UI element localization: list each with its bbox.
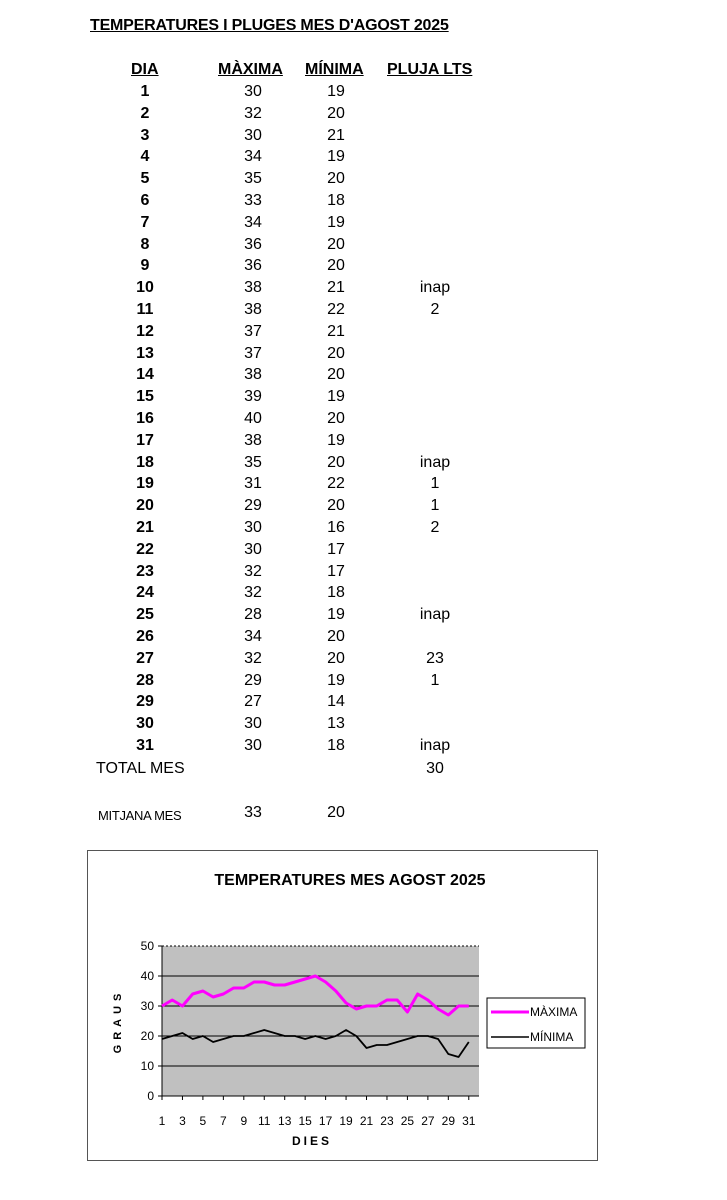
row-min: 18 xyxy=(327,737,345,754)
row-rain: 23 xyxy=(426,649,444,667)
row-max: 30 xyxy=(244,540,262,558)
legend-label-maxima: MÀXIMA xyxy=(530,1005,578,1019)
row-day: 10 xyxy=(136,279,154,297)
plot-area xyxy=(162,946,479,1096)
header-minima: MÍNIMA xyxy=(305,61,364,78)
row-rain xyxy=(395,190,475,212)
row-min: 20 xyxy=(327,410,345,427)
row-day: 25 xyxy=(136,606,154,624)
row-rain xyxy=(395,430,475,452)
average-label: MITJANA MES xyxy=(98,808,182,823)
row-max: 31 xyxy=(244,475,262,493)
row-rain: 1 xyxy=(430,497,440,515)
row-rain xyxy=(395,364,475,386)
row-max: 30 xyxy=(244,126,262,144)
row-rain xyxy=(395,626,475,648)
row-day: 2 xyxy=(140,104,150,122)
row-min: 22 xyxy=(327,475,345,493)
x-tick-label: 27 xyxy=(421,1114,435,1128)
row-rain xyxy=(395,168,475,190)
row-day: 8 xyxy=(140,235,150,253)
row-min: 13 xyxy=(327,715,345,733)
x-tick-label: 1 xyxy=(158,1114,166,1128)
row-day: 27 xyxy=(136,649,154,667)
row-min: 17 xyxy=(327,562,345,580)
y-tick-label: 40 xyxy=(140,969,154,983)
y-axis-label: GRAUS xyxy=(112,988,124,1054)
row-min: 19 xyxy=(327,431,345,449)
x-tick-label: 31 xyxy=(462,1114,476,1128)
row-rain xyxy=(395,582,475,604)
row-max: 34 xyxy=(244,213,262,231)
row-day: 30 xyxy=(136,715,154,733)
row-rain: inap xyxy=(419,737,451,754)
row-max: 34 xyxy=(244,628,262,645)
total-label: TOTAL MES xyxy=(96,760,185,777)
row-day: 24 xyxy=(136,584,154,602)
row-day: 17 xyxy=(136,431,154,449)
row-min: 20 xyxy=(327,497,345,515)
row-min: 20 xyxy=(327,366,345,384)
row-max: 33 xyxy=(244,192,262,209)
row-day: 3 xyxy=(140,126,150,144)
row-rain: 1 xyxy=(430,475,440,493)
row-rain xyxy=(395,81,475,103)
x-tick-label: 29 xyxy=(441,1114,456,1128)
row-rain: inap xyxy=(419,606,451,624)
row-max: 32 xyxy=(244,649,262,667)
row-rain xyxy=(395,408,475,430)
x-tick-label: 19 xyxy=(339,1114,353,1128)
row-min: 16 xyxy=(327,519,345,536)
y-tick-label: 0 xyxy=(147,1089,154,1103)
chart-title: TEMPERATURES MES AGOST 2025 xyxy=(214,872,486,889)
row-min: 21 xyxy=(327,126,345,144)
legend-label-minima: MÍNIMA xyxy=(530,1030,574,1044)
row-min: 20 xyxy=(327,170,345,188)
row-day: 29 xyxy=(136,693,154,711)
row-rain xyxy=(395,234,475,256)
row-min: 21 xyxy=(327,279,345,297)
row-max: 39 xyxy=(244,388,262,406)
row-max: 40 xyxy=(244,410,262,427)
x-tick-label: 13 xyxy=(278,1114,292,1128)
x-tick-label: 9 xyxy=(240,1114,248,1128)
x-tick-label: 11 xyxy=(258,1114,271,1128)
row-max: 32 xyxy=(244,104,262,122)
row-max: 36 xyxy=(244,235,262,253)
page-title: TEMPERATURES I PLUGES MES D'AGOST 2025 xyxy=(90,17,449,34)
row-max: 38 xyxy=(244,301,262,318)
row-day: 7 xyxy=(140,213,150,231)
row-max: 38 xyxy=(244,279,262,297)
row-rain xyxy=(395,691,475,713)
row-day: 14 xyxy=(136,366,154,384)
row-rain xyxy=(395,386,475,408)
row-max: 29 xyxy=(244,671,262,689)
x-tick-label: 25 xyxy=(400,1114,415,1128)
row-max: 37 xyxy=(244,344,262,362)
row-min: 20 xyxy=(327,649,345,667)
row-max: 35 xyxy=(244,453,262,471)
row-day: 12 xyxy=(136,322,154,340)
row-day: 15 xyxy=(136,388,154,406)
header-pluja: PLUJA LTS xyxy=(387,61,473,78)
row-min: 19 xyxy=(327,671,345,689)
row-min: 20 xyxy=(327,453,345,471)
row-day: 6 xyxy=(140,192,150,209)
row-day: 21 xyxy=(136,519,154,536)
row-max: 38 xyxy=(244,366,262,384)
row-min: 21 xyxy=(327,322,345,340)
row-max: 28 xyxy=(244,606,262,624)
row-max: 37 xyxy=(244,322,262,340)
row-min: 18 xyxy=(327,192,345,209)
row-max: 29 xyxy=(244,497,262,515)
row-rain: 1 xyxy=(430,671,440,689)
y-tick-label: 50 xyxy=(140,939,154,953)
row-day: 26 xyxy=(136,628,154,645)
chart-container xyxy=(87,850,598,1161)
row-min: 19 xyxy=(327,388,345,406)
row-day: 5 xyxy=(140,170,150,188)
row-rain xyxy=(395,103,475,125)
row-max: 30 xyxy=(244,519,262,536)
row-day: 22 xyxy=(136,540,154,558)
average-max-value: 33 xyxy=(244,804,262,821)
row-min: 20 xyxy=(327,104,345,122)
row-max: 30 xyxy=(244,83,262,100)
row-rain xyxy=(395,713,475,735)
row-min: 20 xyxy=(327,344,345,362)
row-rain xyxy=(395,561,475,583)
row-rain xyxy=(395,125,475,147)
x-tick-label: 17 xyxy=(318,1114,333,1128)
row-rain xyxy=(395,539,475,561)
row-rain: inap xyxy=(419,279,451,297)
header-maxima: MÀXIMA xyxy=(218,61,283,78)
header-dia: DIA xyxy=(131,61,159,78)
row-day: 16 xyxy=(136,410,154,427)
row-day: 4 xyxy=(140,148,150,166)
x-tick-label: 21 xyxy=(359,1114,374,1128)
row-max: 32 xyxy=(244,584,262,602)
row-day: 19 xyxy=(136,475,154,493)
row-day: 23 xyxy=(136,562,154,580)
row-rain: 2 xyxy=(430,301,440,318)
row-rain: 2 xyxy=(430,519,440,536)
row-min: 19 xyxy=(327,606,345,624)
y-tick-label: 30 xyxy=(140,999,154,1013)
x-axis-label: DIES xyxy=(291,1134,333,1148)
row-rain xyxy=(395,321,475,343)
row-day: 20 xyxy=(136,497,154,515)
row-max: 35 xyxy=(244,170,262,188)
row-min: 19 xyxy=(327,83,345,100)
row-rain xyxy=(395,212,475,234)
row-rain xyxy=(395,255,475,277)
row-max: 34 xyxy=(244,148,262,166)
row-max: 36 xyxy=(244,257,262,275)
row-max: 38 xyxy=(244,431,262,449)
row-day: 9 xyxy=(140,257,150,275)
row-rain xyxy=(395,343,475,365)
row-min: 14 xyxy=(327,693,345,711)
row-max: 27 xyxy=(244,693,262,711)
row-min: 18 xyxy=(327,584,345,602)
x-tick-label: 7 xyxy=(220,1114,227,1128)
x-tick-label: 5 xyxy=(199,1114,207,1128)
row-max: 30 xyxy=(244,715,262,733)
row-rain xyxy=(395,146,475,168)
row-day: 1 xyxy=(140,83,150,100)
row-day: 31 xyxy=(136,737,154,754)
row-rain: inap xyxy=(419,453,451,471)
x-tick-label: 15 xyxy=(298,1114,312,1128)
x-tick-label: 3 xyxy=(179,1114,186,1128)
average-min-value: 20 xyxy=(327,804,345,821)
row-min: 20 xyxy=(327,257,345,275)
row-max: 32 xyxy=(244,562,262,580)
row-day: 18 xyxy=(136,453,154,471)
row-day: 28 xyxy=(136,671,154,689)
row-min: 19 xyxy=(327,213,345,231)
row-min: 20 xyxy=(327,628,345,645)
y-tick-label: 10 xyxy=(140,1059,154,1073)
row-min: 20 xyxy=(327,235,345,253)
row-day: 13 xyxy=(136,344,154,362)
row-min: 22 xyxy=(327,301,345,318)
total-rain-value: 30 xyxy=(426,760,444,777)
row-min: 19 xyxy=(327,148,345,166)
row-min: 17 xyxy=(327,540,345,558)
temperature-chart xyxy=(88,851,597,1160)
row-max: 30 xyxy=(244,737,262,754)
y-tick-label: 20 xyxy=(140,1029,154,1043)
x-tick-label: 23 xyxy=(380,1114,394,1128)
row-day: 11 xyxy=(136,301,154,318)
